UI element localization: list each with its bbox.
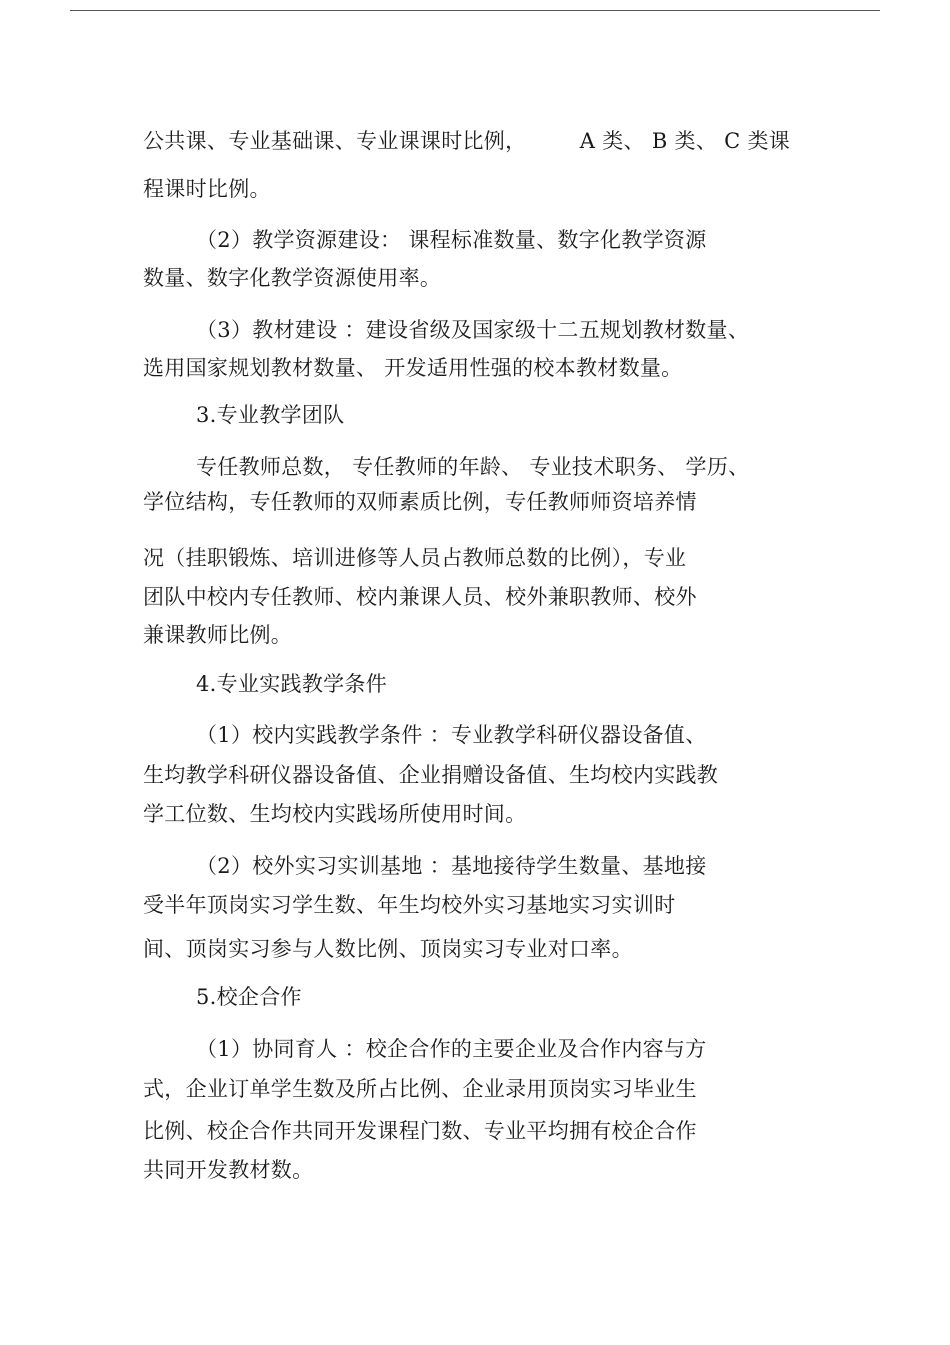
- text-line: 受半年顶岗实习学生数、年生均校外实习基地实习实训时: [143, 893, 676, 917]
- text-line: （1）协同育人 ：校企合作的主要企业及合作内容与方: [196, 1037, 707, 1061]
- text-line: 学工位数、生均校内实践场所使用时间。: [143, 802, 527, 826]
- section-heading: 4.专业实践教学条件: [196, 672, 388, 696]
- header-rule: [70, 10, 880, 11]
- text-line: 程课时比例。: [143, 177, 271, 201]
- text-line: 选用国家规划教材数量、 开发适用性强的校本教材数量。: [143, 356, 683, 380]
- text-line: 间、顶岗实习参与人数比例、顶岗实习专业对口率。: [143, 937, 633, 961]
- text-line: 专任教师总数， 专任教师的年龄、 专业技术职务、 学历、: [196, 455, 750, 479]
- text-line: 生均教学科研仪器设备值、企业捐赠设备值、生均校内实践教: [143, 763, 719, 787]
- text-line: 比例、校企合作共同开发课程门数、专业平均拥有校企合作: [143, 1119, 697, 1143]
- text-line: 数量、数字化教学资源使用率。: [143, 266, 442, 290]
- text-line: （2）教学资源建设： 课程标准数量、数字化教学资源: [196, 228, 707, 252]
- text-line: 团队中校内专任教师、校内兼课人员、校外兼职教师、校外: [143, 585, 697, 609]
- text-line: 况（挂职锻炼、培训进修等人员占教师总数的比例），专业: [143, 546, 687, 570]
- text-line: （3）教材建设 ：建设省级及国家级十二五规划教材数量、: [196, 318, 750, 342]
- text-line: 学位结构，专任教师的双师素质比例，专任教师师资培养情: [143, 490, 697, 514]
- text-line: （1）校内实践教学条件 ：专业教学科研仪器设备值、: [196, 723, 707, 747]
- section-heading: 3.专业教学团队: [196, 403, 345, 427]
- text-line: （2）校外实习实训基地 ：基地接待学生数量、基地接: [196, 854, 707, 878]
- text-line: 式，企业订单学生数及所占比例、企业录用顶岗实习毕业生: [143, 1077, 697, 1101]
- text-line: 公共课、专业基础课、专业课课时比例， A 类、 B 类、 C 类课: [143, 129, 791, 153]
- text-line: 兼课教师比例。: [143, 623, 293, 647]
- section-heading: 5.校企合作: [196, 985, 302, 1009]
- text-line: 共同开发教材数。: [143, 1158, 314, 1182]
